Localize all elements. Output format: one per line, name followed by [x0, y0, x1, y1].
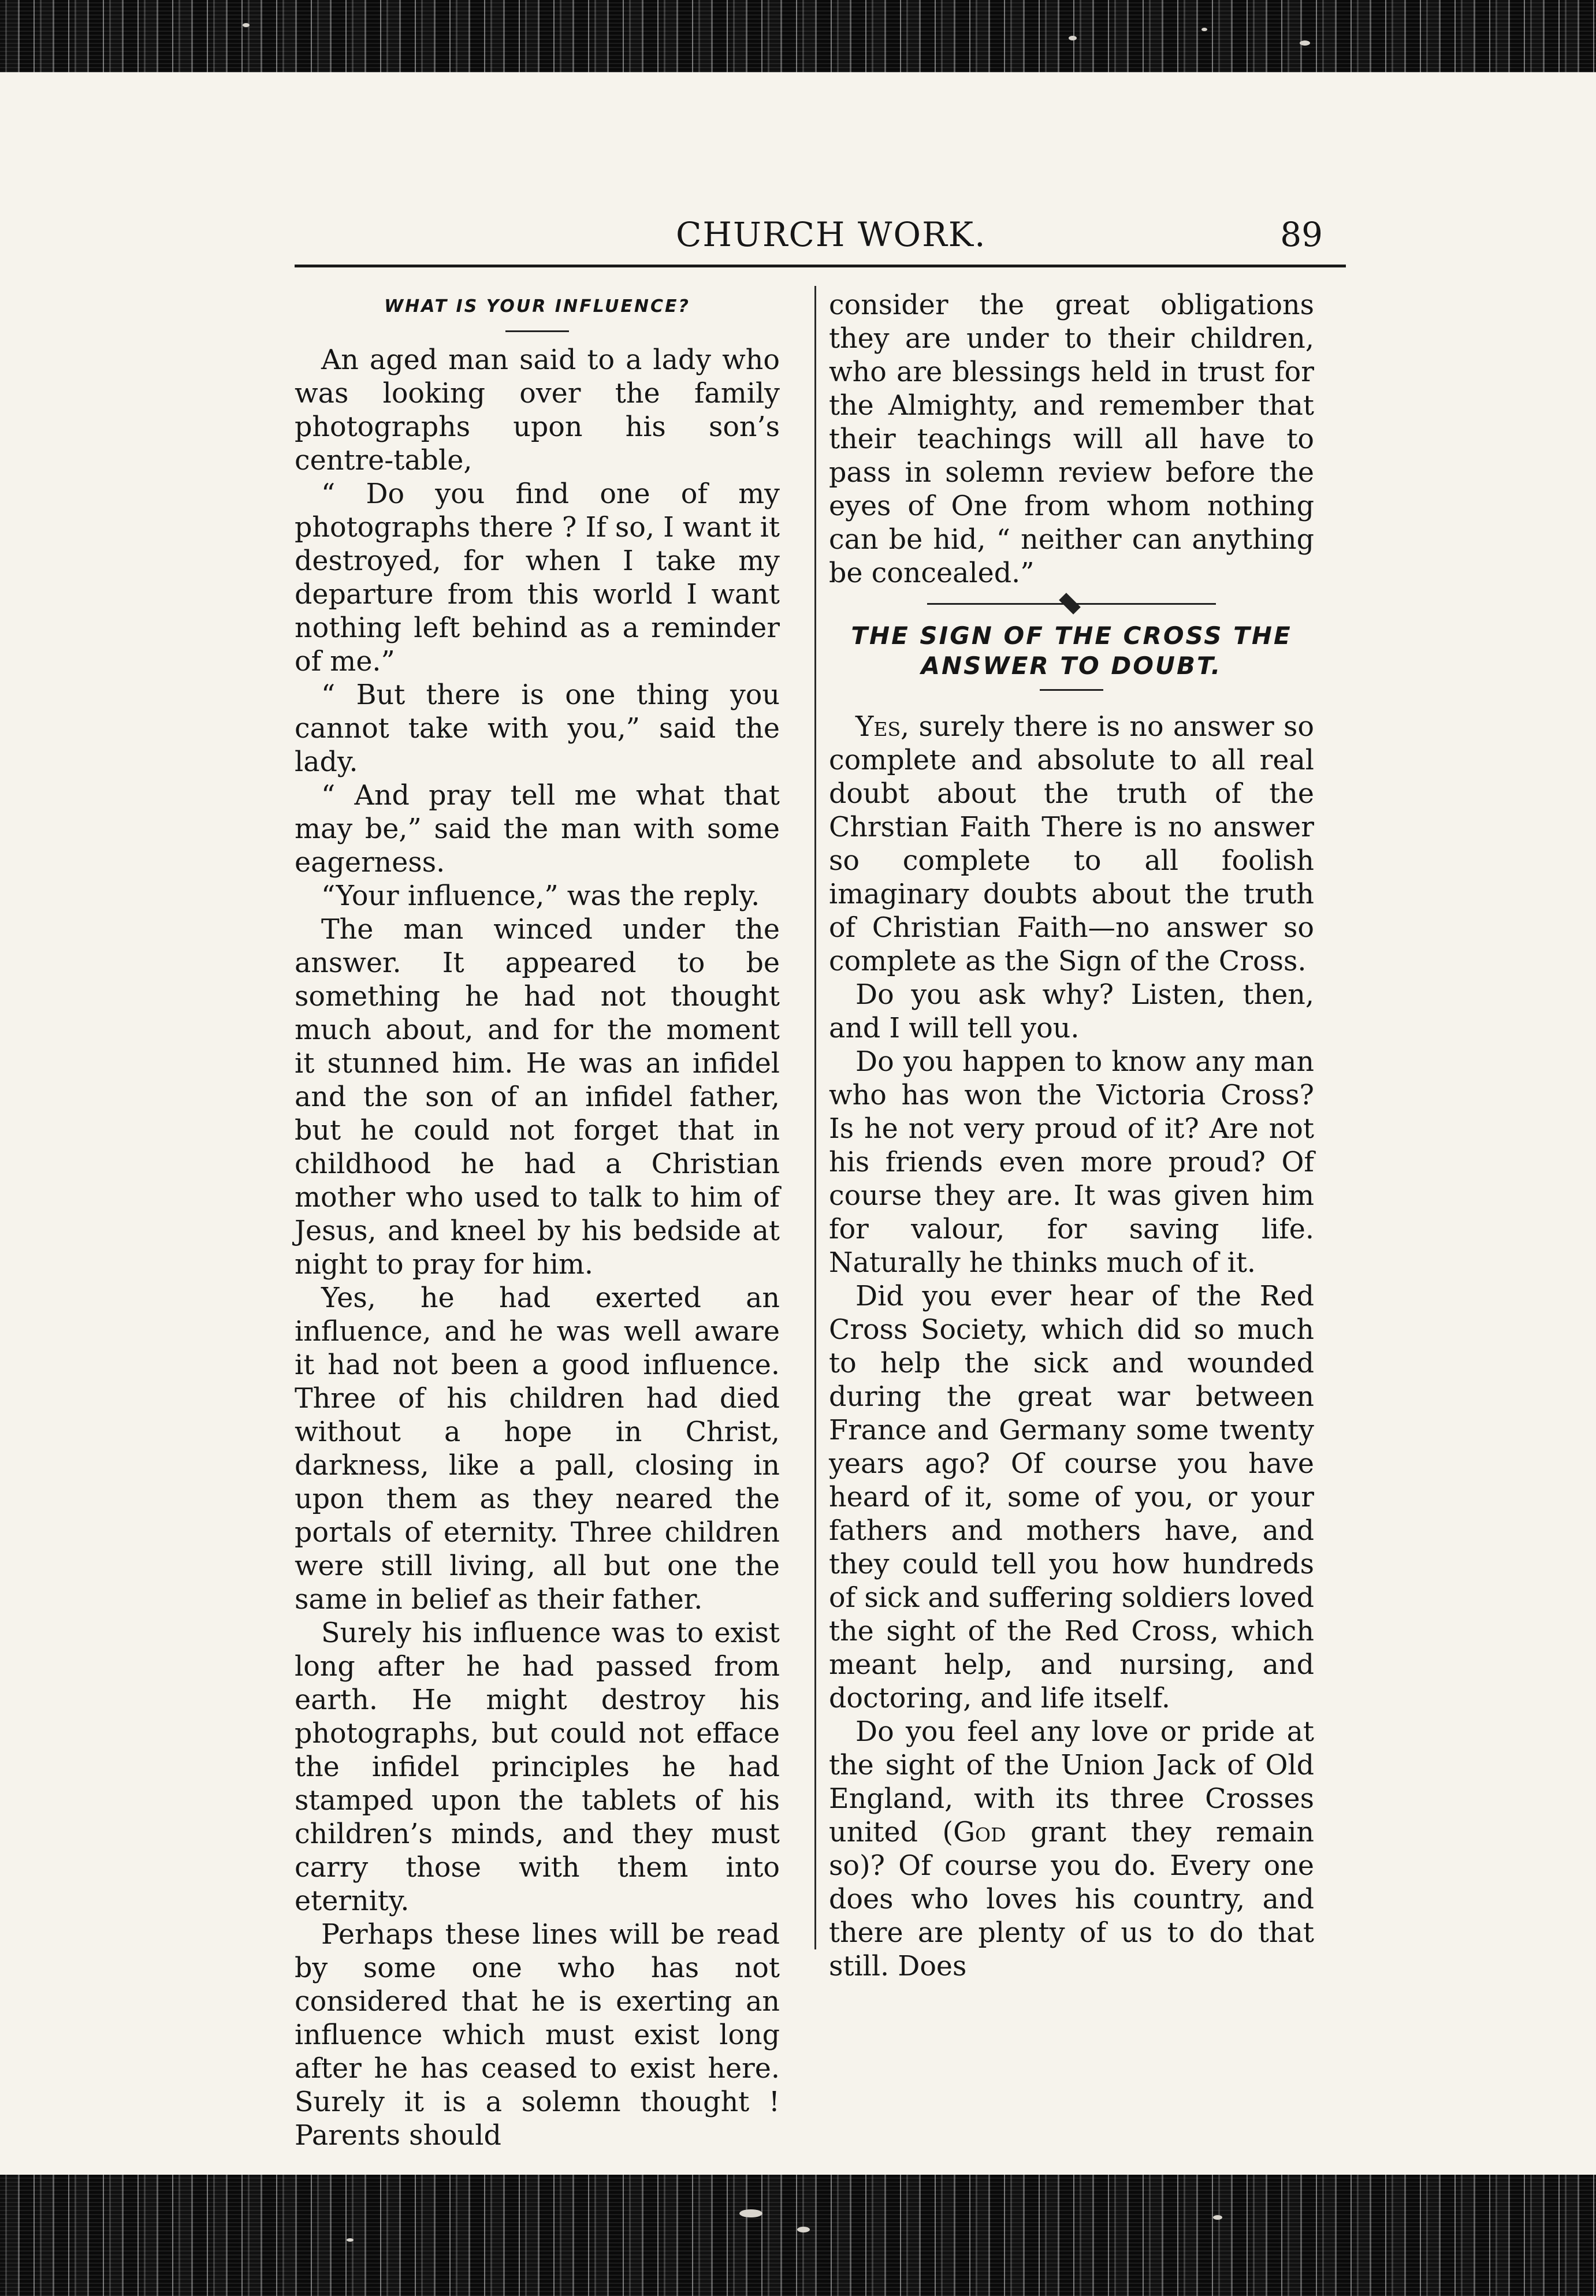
- paragraph: Do you feel any love or pride at the sight of the Union Jack of Old England, with its three Crosses united (God grant they remain so)? Of course you do. Every one does who loves his country, and there are plenty of us to do that still. Does: [829, 1716, 1314, 1982]
- paragraph: Yes, surely there is no answer so complete and absolute to all real doubt about the truth of the Chrstian Faith There is no answer so complete to all foolish imaginary doubts about the truth of Christian Faith—no answer so complete as the Sign of the Cross.: [829, 711, 1314, 977]
- opening-word: Yes,: [855, 711, 910, 743]
- paragraph: Yes, he had exerted an influence, and he was well aware it had not been a good influence. Three of his children had died without a hope in Christ, darkness, like a pall, closing in upon them as they neared the portals of eternity. Three children were still living, all but one the same in belief as their father.: [295, 1282, 780, 1616]
- article-title-influence: WHAT IS YOUR INFLUENCE?: [384, 296, 690, 317]
- paragraph-continuation: consider the great obligations they are under to their children, who are blessings held in trust for the Almighty, and remember that their teachings will all have to pass in solemn review before the eyes of One from whom nothing can be hid, “ neither can anything be concealed.”: [829, 289, 1314, 589]
- title-rule: [1040, 689, 1103, 691]
- page-number: 89: [1280, 215, 1323, 254]
- right-column: [829, 289, 1314, 1984]
- paragraph: “ Do you find one of my photographs there ? If so, I want it destroyed, for when I take my departure from this world I want nothing left behind as a reminder of me.”: [295, 478, 780, 678]
- paragraph: Did you ever hear of the Red Cross Society, which did so much to help the sick and wounded during the great war between France and Germany some twenty years ago? Of course you have heard of it, some of you, or your fathers and mothers have, and they could tell you how hundreds of sick and suffering soldiers loved the sight of the Red Cross, which meant help, and nursing, and doctoring, and life itself.: [829, 1281, 1314, 1714]
- scan-border-top: [0, 0, 1596, 72]
- left-column: [295, 289, 780, 2153]
- paragraph: An aged man said to a lady who was looking over the family photographs upon his son’s centre-table,: [295, 344, 780, 477]
- paragraph: The man winced under the answer. It appeared to be something he had not thought much about, and for the moment it stunned him. He was an infidel and the son of an infidel father, but he could not forget that in childhood he had a Christian mother who used to talk to him of Jesus, and kneel by his bedside at night to pray for him.: [295, 914, 780, 1281]
- header-rule: [295, 265, 1346, 267]
- paragraph: Perhaps these lines will be read by some one who has not considered that he is exerting an influence which must exist long after he has ceased to exist here. Surely it is a solemn thought ! Parents should: [295, 1919, 780, 2152]
- section-separator: [927, 603, 1216, 605]
- scan-border-bottom: [0, 2175, 1596, 2296]
- paragraph: “ But there is one thing you cannot take with you,” said the lady.: [295, 679, 780, 778]
- article-title-sign-of-cross: THE SIGN OF THE CROSS THE ANSWER TO DOUBT.: [851, 622, 1292, 680]
- paragraph: Surely his influence was to exist long after he had passed from earth. He might destroy his photographs, but could not efface the infidel principles he had stamped upon the tablets of his children’s minds, and they must carry those with them into eternity.: [295, 1617, 780, 1917]
- small-caps-god: God: [953, 1817, 1006, 1848]
- paragraph: Do you ask why? Listen, then, and I will tell you.: [829, 979, 1314, 1044]
- diamond-ornament-icon: [1059, 593, 1081, 615]
- running-title: CHURCH WORK.: [676, 215, 987, 254]
- paragraph: “Your influence,” was the reply.: [321, 880, 760, 912]
- column-divider: [814, 286, 816, 1949]
- paragraph: “ And pray tell me what that may be,” said the man with some eagerness.: [295, 780, 780, 879]
- paragraph: Do you happen to know any man who has won the Victoria Cross? Is he not very proud of it? Are not his friends even more proud? Of course they are. It was given him for valour, for saving life. Naturally he thinks much of it.: [829, 1046, 1314, 1279]
- title-rule: [505, 330, 569, 332]
- page-header: [295, 215, 1346, 261]
